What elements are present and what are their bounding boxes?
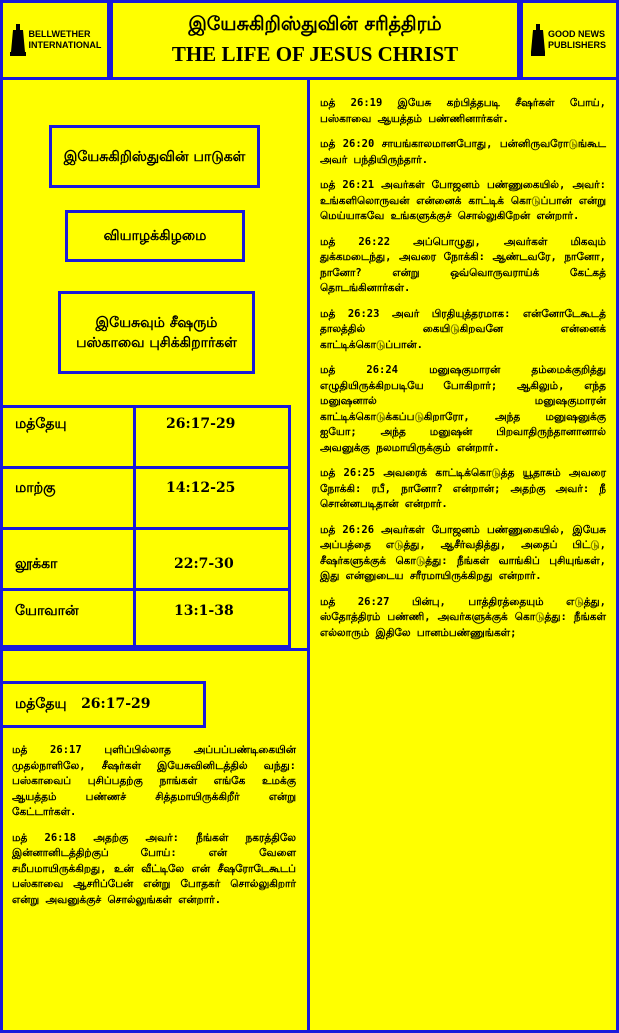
verse-26-24: மத் 26:24 மனுஷகுமாரன் தம்மைக்குறித்து எழுதியிருக்கிறபடியே போகிறார்; ஆகிலும், எந்த மனுஷனால் மனுஷகுமாரன் காட்டிக்கொடுக்கப்படுகிறாரோ, அந்த மனுஷனுக்கு ஐயோ; அந்த மனுஷன் பிறவாதிருந்தானானால் அவனுக்கு நலமாயிருக்கும் என்றார்.: [320, 364, 606, 454]
ref-verse-2: 14:12-25: [166, 480, 236, 496]
left-section-divider: [0, 648, 308, 651]
right-logo-box: [520, 0, 619, 80]
ref-verse-3: 22:7-30: [174, 556, 234, 572]
ref-book-2: மாற்கு: [15, 480, 56, 496]
title-english: THE LIFE OF JESUS CHRIST: [171, 42, 459, 66]
table-row-divider: [3, 466, 288, 469]
verse-26-21: மத் 26:21 அவர்கள் போஜனம் பண்ணுகையில், அவர்: உங்களிலொருவன் என்னைக் காட்டிக் கொடுப்பான் என்று மெய்யாகவே உங்களுக்குச் சொல்லுகிறேன் என்றார்.: [320, 179, 606, 222]
ref-book-4: யோவான்: [15, 603, 79, 619]
topic-box: [58, 291, 255, 374]
verse-26-23: மத் 26:23 அவர் பிரதியுத்தரமாக: என்னோடேகூடத் தாலத்தில் கையிடுகிறவனே என்னைக் காட்டிக்கொடுப்பான்.: [320, 307, 606, 351]
left-logo-box: [0, 0, 110, 80]
section-title-text: இயேசுகிறிஸ்துவின் பாடுகள்: [63, 148, 246, 165]
left-verses: [12, 743, 296, 918]
verse-26-26: மத் 26:26 அவர்கள் போஜனம் பண்ணுகையில், இயேசு அப்பத்தை எடுத்து, ஆசீர்வதித்து, அதைப் பிட்டு, சீஷர்களுக்குக் கொடுத்து: நீங்கள் வாங்கிப் புசியுங்கள், இது என்னுடைய சரீரமாயிருக்கிறது என்றார்.: [320, 523, 606, 582]
column-divider: [307, 80, 310, 1033]
verse-26-27: மத் 26:27 பின்பு, பாத்திரத்தையும் எடுத்து, ஸ்தோத்திரம் பண்ணி, அவர்களுக்குக் கொடுத்து: நீங்கள் எல்லாரும் இதிலே பானம்பண்ணுங்கள்;: [320, 595, 606, 639]
verse-26-18: மத் 26:18 அதற்கு அவர்: நீங்கள் நகரத்திலே இன்னானிடத்திற்குப் போய்: என் வேளை சமீபமாயிருக்கிறது, உன் வீட்டிலே என் சீஷரோடேகூடப் பஸ்காவை ஆசரிப்பேன் என்று போதகர் சொல்லுகிறார் என்று அவனுக்குச் சொல்லுங்கள் என்றார்.: [12, 831, 296, 906]
ref-book-1: மத்தேயு: [15, 416, 67, 432]
table-row-divider: [3, 527, 288, 530]
day-label: [65, 210, 245, 262]
day-text: வியாழக்கிழமை: [103, 228, 207, 244]
reference-table: [0, 405, 291, 648]
table-row-divider: [3, 588, 288, 591]
publisher-logo-icon: [531, 22, 545, 58]
title-tamil: இயேசுகிறிஸ்துவின் சரித்திரம்: [188, 13, 442, 35]
title-box: [110, 0, 520, 80]
bellwether-logo-icon: [10, 22, 26, 58]
passage-heading-text: மத்தேயு 26:17-29: [15, 695, 151, 712]
section-title: [49, 125, 260, 188]
topic-text: இயேசுவும் சீஷரும் பஸ்காவை புசிக்கிறார்கள்: [76, 314, 237, 351]
verse-26-17: மத் 26:17 புளிப்பில்லாத அப்பப்பண்டிகையின் முதல்நாளிலே, சீஷர்கள் இயேசுவினிடத்தில் வந்து: பஸ்காவைப் புசிப்பதற்கு நாங்கள் எங்கே உமக்கு ஆயத்தம் பண்ணச் சித்தமாயிருக்கிறீர் என்று கேட்டார்கள்.: [12, 744, 296, 818]
right-verses: [320, 96, 606, 651]
ref-book-3: லூக்கா: [15, 556, 58, 572]
ref-verse-1: 26:17-29: [166, 416, 236, 432]
verse-26-20: மத் 26:20 சாயங்காலமானபோது, பன்னிருவரோடுங்கூட அவர் பந்தியிருந்தார்.: [320, 138, 606, 166]
ref-verse-4: 13:1-38: [174, 603, 234, 619]
passage-heading: [0, 681, 206, 728]
left-logo-text: BELLWETHER INTERNATIONAL: [28, 29, 102, 50]
right-logo-text: GOOD NEWS PUBLISHERS: [548, 29, 607, 50]
verse-26-25: மத் 26:25 அவரைக் காட்டிக்கொடுத்த யூதாசும் அவரை நோக்கி: ரபீ, நானோ? என்றான்; அதற்கு அவர்: நீ சொன்னபடிதான் என்றார்.: [320, 467, 606, 510]
verse-26-19: மத் 26:19 இயேசு கற்பித்தபடி சீஷர்கள் போய், பஸ்காவை ஆயத்தம் பண்ணினார்கள்.: [320, 97, 606, 125]
verse-26-22: மத் 26:22 அப்பொழுது, அவர்கள் மிகவும் துக்கமடைந்து, அவரை நோக்கி: ஆண்டவரே, நானோ, நானோ? என்று ஒவ்வொருவராய்க் கேட்கத் தொடங்கினார்கள்.: [320, 235, 606, 294]
